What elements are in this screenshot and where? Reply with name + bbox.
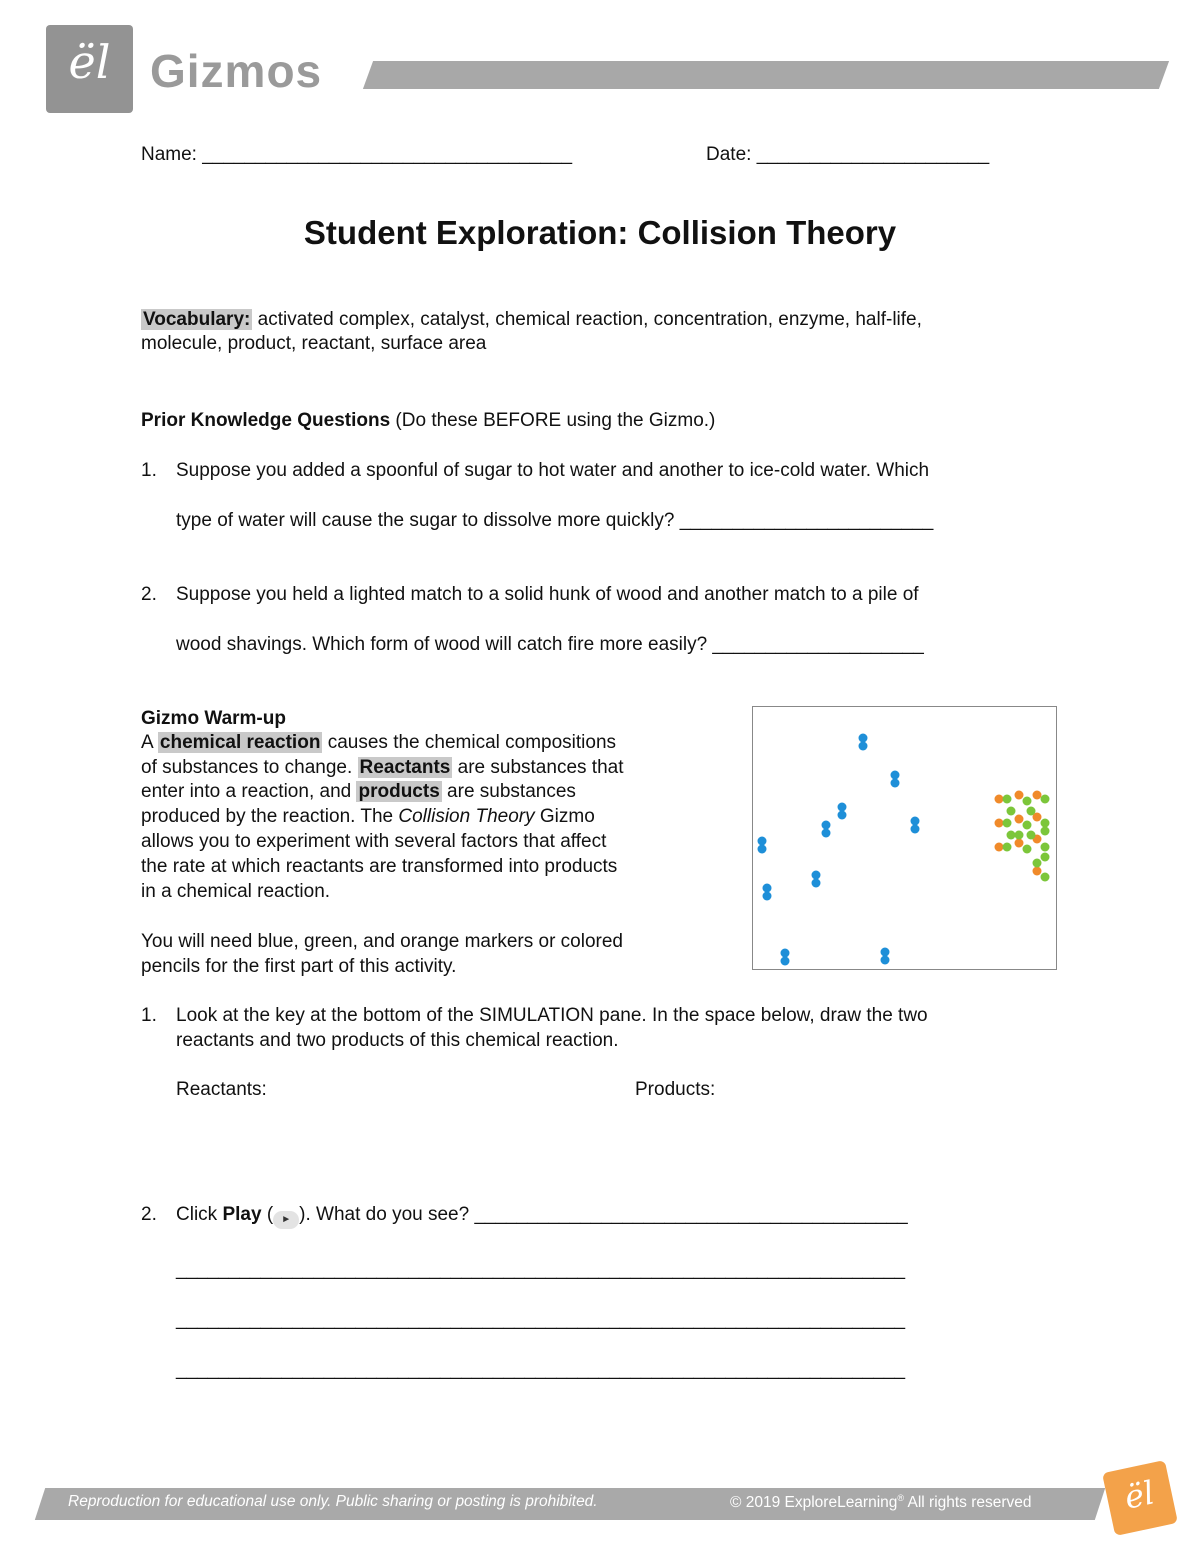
rights-text: All rights reserved [904,1494,1032,1512]
wq2-number: 2. [141,1204,157,1225]
warmup-line-4 [141,806,595,828]
explorelearning-logo [1102,1460,1178,1536]
wq2-answer-line-2[interactable]: _____________________________________________________________________ [176,1259,906,1280]
blue-molecule [781,949,790,966]
solid-reactant-cluster [995,791,1050,882]
wq1-line-2: reactants and two products of this chemical reaction. [176,1030,619,1051]
pk-q1-line-2[interactable]: type of water will cause the sugar to dissolve more quickly? ________________________ [176,510,934,531]
warmup-line-1 [141,732,616,754]
warmup-text: causes the chemical compositions [322,732,617,753]
warmup-line-2 [141,757,623,779]
pk-question-2 [141,584,919,606]
warmup-line-5: allows you to experiment with several factors that affect [141,831,607,852]
warmup-line-7: in a chemical reaction. [141,881,331,902]
footer-copyright [730,1493,1032,1512]
name-blank[interactable]: ___________________________________ [202,144,573,165]
gizmos-logo [46,25,133,113]
blue-molecule [911,817,920,834]
logo-glyph: ël [68,35,111,89]
products-label: Products: [635,1079,716,1100]
footer-logo-glyph: ël [1121,1473,1158,1517]
warmup-question-1 [141,1005,928,1027]
vocabulary-label: Vocabulary: [143,309,251,330]
wq1-line-1: Look at the key at the bottom of the SIMULATION pane. In the space below, draw the two [176,1005,928,1026]
copyright-text: © 2019 ExploreLearning [730,1494,898,1512]
name-label: Name: [141,144,203,165]
term-products: products [358,781,440,802]
warmup-text: enter into a reaction, and [141,781,357,802]
gizmo-name: Collision Theory [398,806,535,827]
vocabulary-text-1: activated complex, catalyst, chemical reaction, concentration, enzyme, half-life, [252,309,922,330]
warmup-line-3 [141,781,576,803]
footer-notice: Reproduction for educational use only. Public sharing or posting is prohibited. [68,1493,598,1510]
prior-knowledge-title: Prior Knowledge Questions [141,410,391,431]
blue-molecule [859,734,868,751]
date-label: Date: [706,144,757,165]
warmup-p2-line-2: pencils for the first part of this activity. [141,956,457,977]
warmup-question-2 [141,1204,908,1229]
blue-molecule [812,871,821,888]
pk-q2-number: 2. [141,584,157,605]
warmup-text: A [141,732,158,753]
term-reactants: Reactants [359,757,451,778]
header-bar [363,61,1169,89]
warmup-text: Gizmo [534,806,595,827]
reactants-label: Reactants: [176,1079,267,1100]
name-field[interactable] [141,144,572,166]
warmup-text: produced by the reaction. The [141,806,399,827]
pk-q1-number: 1. [141,460,157,481]
blue-molecule [881,948,890,965]
pk-q1-line-1: Suppose you added a spoonful of sugar to hot water and another to ice-cold water. Which [176,460,930,481]
warmup-text: of substances to change. [141,757,358,778]
vocabulary-line-1 [141,309,922,331]
blue-molecule [891,771,900,788]
play-icon: ► [273,1211,299,1229]
wq2-answer-line-4[interactable]: _____________________________________________________________________ [176,1359,906,1380]
page-title: Student Exploration: Collision Theory [303,214,897,251]
term-chemical-reaction: chemical reaction [159,732,321,753]
date-blank[interactable]: ______________________ [756,144,990,165]
pk-q2-line-1: Suppose you held a lighted match to a solid hunk of wood and another match to a pile of [176,584,919,605]
wq1-number: 1. [141,1005,157,1026]
blue-reactant-molecules [758,734,920,966]
warmup-heading: Gizmo Warm-up [141,708,286,729]
wq2-answer-line-3[interactable]: _____________________________________________________________________ [176,1309,906,1330]
date-field[interactable] [706,144,989,166]
play-label: Play [222,1204,262,1225]
warmup-line-6: the rate at which reactants are transformed into products [141,856,618,877]
blue-molecule [763,884,772,901]
blue-molecule [822,821,831,838]
warmup-p2-line-1: You will need blue, green, and orange markers or colored [141,931,623,952]
prior-knowledge-note: (Do these BEFORE using the Gizmo.) [390,410,716,431]
warmup-text: are substances [441,781,576,802]
pk-question-1 [141,460,929,482]
wq2-text: ( [261,1204,274,1225]
pk-q2-line-2[interactable]: wood shavings. Which form of wood will catch fire more easily? ____________________ [176,634,924,655]
registered-mark: ® [897,1493,905,1503]
wq2-text: Click [176,1204,223,1225]
blue-molecule [758,837,767,854]
simulation-molecules [753,707,1055,968]
brand-name: Gizmos [150,45,323,97]
vocabulary-line-2: molecule, product, reactant, surface area [141,333,487,354]
wq2-answer-line-1[interactable]: ). What do you see? _________________________________________ [299,1204,908,1225]
prior-knowledge-heading [141,410,715,432]
blue-molecule [838,803,847,820]
warmup-text: are substances that [452,757,624,778]
simulation-pane [752,706,1057,970]
